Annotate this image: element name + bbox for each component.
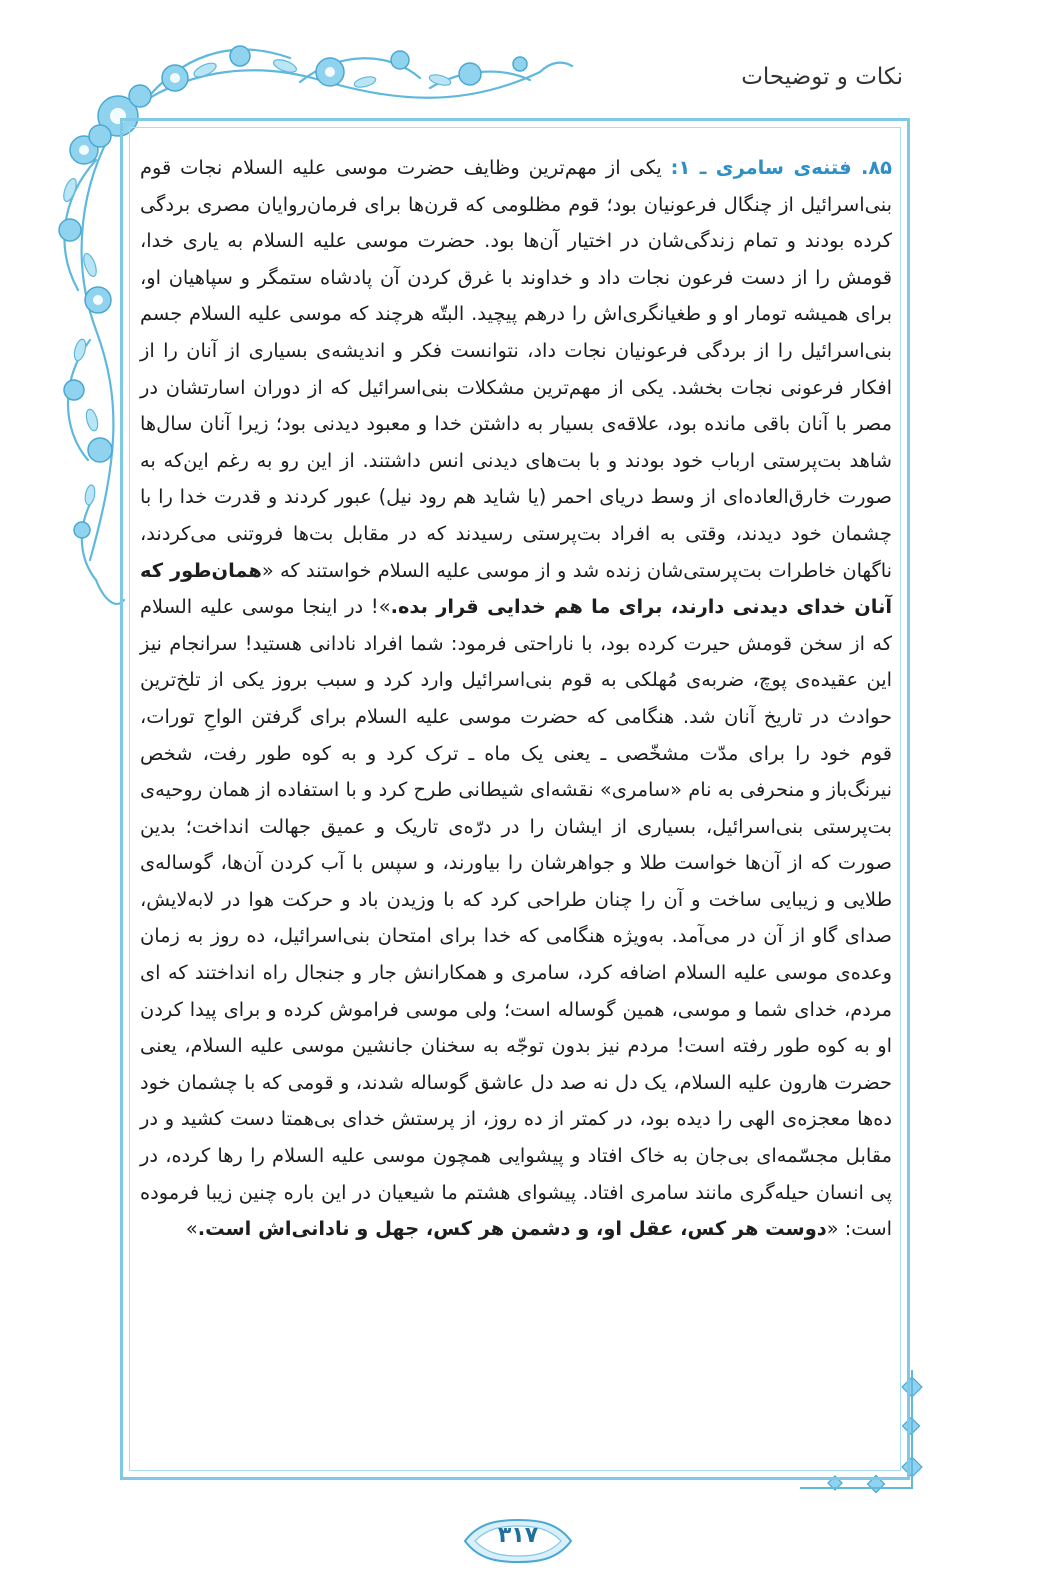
item-title: ۸۵. فتنه‌ی سامری ـ ۱: [670,156,893,179]
commentary-paragraph [140,150,892,1248]
item-body-part-1: یکی از مهم‌ترین وظایف حضرت موسی علیه السلام نجات قوم بنی‌اسرائیل از چنگال فرعونیان بود؛ قوم مظلومی که قرن‌ها برای فرمان‌روایان مصری بردگی کرده بودند و تمام زندگی‌شان در اختیار آن‌ها بود. حضرت موسی علیه السلام به یاری خدا، قومش را از دست فرعون نجات داد و خداوند با غرق کردن آن پادشاه ستمگر و سپاهیان او، برای همیشه تومار او و طغیانگری‌اش را درهم پیچید. البتّه هرچند که موسی علیه السلام جسم بنی‌اسرائیل را از بردگی فرعونیان نجات داد، نتوانست فکر و اندیشه‌ی بسیاری از آنان را از افکار فرعونی نجات بخشد. یکی از مهم‌ترین مشکلات بنی‌اسرائیل که از دوران اسارتشان در مصر با آنان باقی مانده بود، علاقه‌ی بسیار به داشتن خدا و معبود دیدنی بود؛ زیرا آنان سال‌ها شاهد بت‌پرستی ارباب خود بودند و با بت‌های دیدنی انس داشتند. از این رو به رغم این‌که به صورت خارق‌العاده‌ای از وسط دریای احمر (یا شاید هم رود نیل) عبور کردند و قدرت خدا را با چشمان خود دیدند، وقتی به افراد بت‌پرستی رسیدند که در مقابل بت‌ها فروتنی می‌کردند، ناگهان خاطرات بت‌پرستی‌شان زنده شد و از موسی علیه السلام خواستند که « [140,156,892,582]
page-number: ۳۱۷ [497,1523,539,1548]
item-body-part-2: »! در اینجا موسی علیه السلام که از سخن قومش حیرت کرده بود، با ناراحتی فرمود: شما افراد نادانی هستید! سرانجام نیز این عقیده‌ی پوچ، ضربه‌ی مُهلکی به قوم بنی‌اسرائیل وارد کرد و سبب بروز یکی از تلخ‌ترین حوادث در تاریخ آنان شد. هنگامی که حضرت موسی علیه السلام برای گرفتن الواحِ تورات، قوم خود را برای مدّت مشخّصی ـ یعنی یک ماه ـ ترک کرد و به کوه طور رفت، شخص نیرنگ‌باز و منحرفی به نام «سامری» نقشه‌ای شیطانی طرح کرد و با استفاده از همان روحیه‌ی بت‌پرستی بنی‌اسرائیل، بسیاری از ایشان را در درّه‌ی تاریک و عمیق جهالت انداخت؛ بدین صورت که از آن‌ها خواست طلا و جواهرشان را بیاورند، و سپس با آب کردن آن‌ها، گوساله‌ی طلایی و زیبایی ساخت و آن را چنان طراحی کرد که با وزیدن باد و حرکت هوا در لابه‌لایش، صدای گاو از آن در می‌آمد. به‌ویژه هنگامی که خدا برای امتحان بنی‌اسرائیل، ده روز به زمان وعده‌ی موسی علیه السلام اضافه کرد، سامری و همکارانش جار و جنجال راه انداختند که ای مردم، خدای شما و موسی، همین گوساله است؛ ولی موسی فراموش کرده و برای پیدا کردن او به کوه طور رفته است! مردم نیز بدون توجّه به سخنان جانشین موسی علیه السلام، یعنی حضرت هارون علیه السلام، یک دل نه صد دل عاشق گوساله شدند، و قومی که با چشمان خود ده‌ها معجزه‌ی الهی را دیده بود، در کمتر از ده روز، از پرستش خدای بی‌همتا دست کشید و در مقابل مجسّمه‌ای بی‌جان به خاک افتاد و پیشوایی همچون موسی علیه السلام را رها کرده، در پی انسان حیله‌گری مانند سامری افتاد. پیشوای هشتم ما شیعیان در این باره چنین زیبا فرموده است: « [140,595,892,1241]
item-quote-2: دوست هر کس، عقل او، و دشمن هر کس، جهل و نادانی‌اش است. [197,1217,827,1241]
item-quote-1: همان‌طور که آنان خدای دیدنی دارند، برای ما هم خدایی قرار بده. [140,558,893,619]
commentary-text [140,150,892,1248]
item-body-part-3: » [185,1217,198,1241]
page-header-title: نکات و توضیحات [741,64,903,90]
